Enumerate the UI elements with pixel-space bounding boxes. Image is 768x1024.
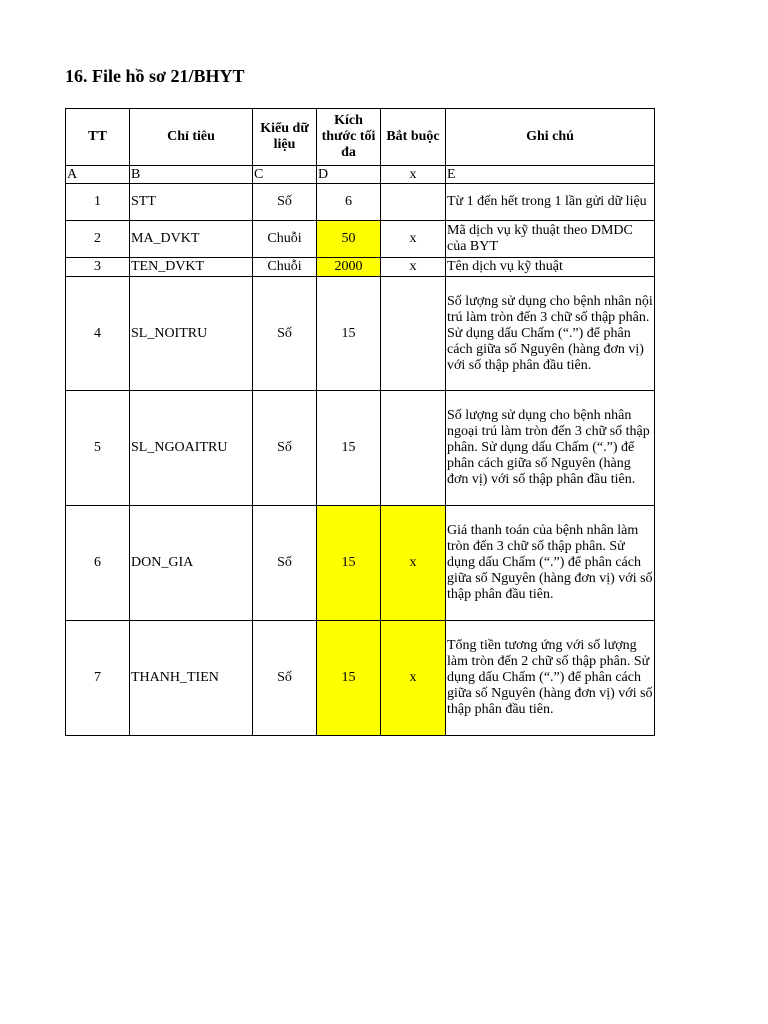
row-chi-tieu: SL_NOITRU	[130, 277, 253, 391]
code-x: x	[381, 166, 446, 184]
row-bat-buoc	[381, 277, 446, 391]
header-kieu-du-lieu: Kiểu dữ liệu	[253, 109, 317, 166]
code-b: B	[130, 166, 253, 184]
row-kich-thuoc: 15	[317, 621, 381, 736]
row-kich-thuoc: 50	[317, 221, 381, 258]
document-title: 16. File hồ sơ 21/BHYT	[65, 66, 245, 86]
row-chi-tieu: MA_DVKT	[130, 221, 253, 258]
table-row	[66, 184, 655, 221]
row-tt: 7	[66, 621, 130, 736]
header-tt: TT	[66, 109, 130, 166]
row-tt: 4	[66, 277, 130, 391]
row-ghi-chu: Từ 1 đến hết trong 1 lần gửi dữ liệu	[446, 184, 655, 221]
table-row	[66, 506, 655, 621]
row-bat-buoc: x	[381, 506, 446, 621]
row-kich-thuoc: 15	[317, 506, 381, 621]
row-kieu: Số	[253, 506, 317, 621]
table-row	[66, 277, 655, 391]
row-kieu: Số	[253, 621, 317, 736]
row-chi-tieu: SL_NGOAITRU	[130, 391, 253, 506]
row-bat-buoc: x	[381, 221, 446, 258]
code-d: D	[317, 166, 381, 184]
data-spec-table	[65, 108, 655, 736]
row-chi-tieu: DON_GIA	[130, 506, 253, 621]
table-row	[66, 621, 655, 736]
code-a: A	[66, 166, 130, 184]
header-kich-thuoc: Kích thước tối đa	[317, 109, 381, 166]
row-kieu: Số	[253, 391, 317, 506]
row-ghi-chu: Mã dịch vụ kỹ thuật theo DMDC của BYT	[446, 221, 655, 258]
row-tt: 2	[66, 221, 130, 258]
row-tt: 5	[66, 391, 130, 506]
row-kieu: Số	[253, 184, 317, 221]
row-bat-buoc: x	[381, 621, 446, 736]
code-e: E	[446, 166, 655, 184]
row-ghi-chu: Tổng tiền tương ứng với số lượng làm tròn đến 2 chữ số thập phân. Sử dụng dấu Chấm (“.”) để phân cách giữa số Nguyên (hàng đơn vị) với số thập phân đầu tiên.	[446, 621, 655, 736]
row-chi-tieu: TEN_DVKT	[130, 258, 253, 277]
header-bat-buoc: Bắt buộc	[381, 109, 446, 166]
row-kich-thuoc: 2000	[317, 258, 381, 277]
row-chi-tieu: THANH_TIEN	[130, 621, 253, 736]
table-row	[66, 258, 655, 277]
row-bat-buoc: x	[381, 258, 446, 277]
header-chi-tieu: Chỉ tiêu	[130, 109, 253, 166]
row-kieu: Số	[253, 277, 317, 391]
row-bat-buoc	[381, 391, 446, 506]
row-ghi-chu: Số lượng sử dụng cho bệnh nhân nội trú làm tròn đến 3 chữ số thập phân. Sử dụng dấu Chấm (“.”) để phân cách giữa số Nguyên (hàng đơn vị) với số thập phân đầu tiên.	[446, 277, 655, 391]
header-ghi-chu: Ghi chú	[446, 109, 655, 166]
column-code-row	[66, 166, 655, 184]
row-ghi-chu: Số lượng sử dụng cho bệnh nhân ngoại trú làm tròn đến 3 chữ số thập phân. Sử dụng dấu Chấm (“.”) để phân cách giữa số Nguyên (hàng đơn vị) với số thập phân đầu tiên.	[446, 391, 655, 506]
header-row	[66, 109, 655, 166]
table-row	[66, 391, 655, 506]
code-c: C	[253, 166, 317, 184]
row-kieu: Chuỗi	[253, 258, 317, 277]
row-tt: 1	[66, 184, 130, 221]
row-ghi-chu: Tên dịch vụ kỹ thuật	[446, 258, 655, 277]
row-kich-thuoc: 15	[317, 277, 381, 391]
row-tt: 3	[66, 258, 130, 277]
row-chi-tieu: STT	[130, 184, 253, 221]
row-kich-thuoc: 6	[317, 184, 381, 221]
row-ghi-chu: Giá thanh toán của bệnh nhân làm tròn đến 3 chữ số thập phân. Sử dụng dấu Chấm (“.”) để phân cách giữa số Nguyên (hàng đơn vị) với số thập phân đầu tiên.	[446, 506, 655, 621]
row-tt: 6	[66, 506, 130, 621]
row-kieu: Chuỗi	[253, 221, 317, 258]
row-bat-buoc	[381, 184, 446, 221]
table-row	[66, 221, 655, 258]
row-kich-thuoc: 15	[317, 391, 381, 506]
